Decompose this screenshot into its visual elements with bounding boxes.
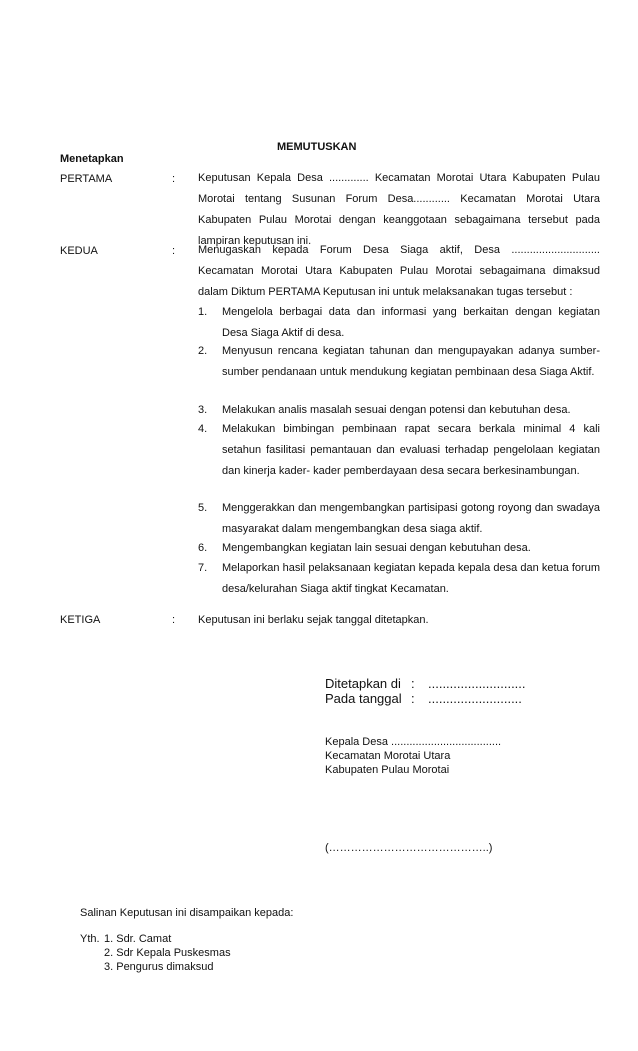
ditetapkan-label: Ditetapkan di bbox=[325, 676, 401, 691]
ketiga-colon: : bbox=[172, 614, 176, 626]
list-item-text: Melakukan bimbingan pembinaan rapat secara berkala minimal 4 kali setahun fasilitasi pemantauan dan evaluasi terhadap pengelolaan kegiatan dan kinerja kader- kader pemberdayaan desa secara berkesinambungan. bbox=[222, 423, 600, 477]
list-item-number: 7. bbox=[198, 562, 208, 574]
ditetapkan-value: ........................... bbox=[428, 676, 526, 691]
office-line-3: Kabupaten Pulau Morotai bbox=[325, 764, 450, 776]
kedua-text: Menugaskan kepada Forum Desa Siaga aktif, Desa ............................. Kecamatan Morotai Utara Kabupaten Pulau Morotai sebagaimana dimaksud dalam Diktum PERTAMA Keputusan ini untuk melaksanakan tugas tersebut : bbox=[198, 244, 600, 298]
ketiga-text: Keputusan ini berlaku sejak tanggal ditetapkan. bbox=[198, 614, 429, 626]
pertama-label: PERTAMA bbox=[60, 173, 113, 185]
list-item-text: Mengelola berbagai data dan informasi yang berkaitan dengan kegiatan Desa Siaga Aktif di desa. bbox=[222, 306, 600, 339]
menetapkan-label: Menetapkan bbox=[60, 153, 124, 165]
list-item-number: 4. bbox=[198, 423, 208, 435]
tanggal-colon: : bbox=[411, 691, 415, 706]
signatory-name-placeholder: (……………………………………..) bbox=[325, 842, 493, 854]
ketiga-label: KETIGA bbox=[60, 614, 101, 626]
list-item-number: 2. bbox=[198, 345, 208, 357]
list-item-text: Melakukan analis masalah sesuai dengan potensi dan kebutuhan desa. bbox=[222, 404, 571, 416]
recipient-item: 3. Pengurus dimaksud bbox=[104, 961, 214, 973]
pertama-colon: : bbox=[172, 173, 176, 185]
yth-label: Yth. bbox=[80, 933, 100, 945]
pertama-text: Keputusan Kepala Desa ............. Kecamatan Morotai Utara Kabupaten Pulau Morotai tentang Susunan Forum Desa............ Kecamatan Morotai Utara Kabupaten Pulau Morotai dengan keanggotaan sebagaimana tersebut pada lampiran keputusan ini. bbox=[198, 172, 600, 247]
list-item-text: Mengembangkan kegiatan lain sesuai dengan kebutuhan desa. bbox=[222, 542, 531, 554]
copy-to-intro: Salinan Keputusan ini disampaikan kepada: bbox=[80, 907, 294, 919]
list-item-number: 3. bbox=[198, 404, 208, 416]
list-item-text: Menyusun rencana kegiatan tahunan dan mengupayakan adanya sumber-sumber pendanaan untuk mendukung kegiatan pembinaan desa Siaga Aktif. bbox=[222, 345, 600, 378]
document-heading: MEMUTUSKAN bbox=[277, 141, 357, 153]
list-item-text: Melaporkan hasil pelaksanaan kegiatan kepada kepala desa dan ketua forum desa/kelurahan Siaga aktif tingkat Kecamatan. bbox=[222, 562, 600, 595]
list-item-number: 5. bbox=[198, 502, 208, 514]
recipient-item: 2. Sdr Kepala Puskesmas bbox=[104, 947, 231, 959]
office-line-1: Kepala Desa .................................... bbox=[325, 736, 502, 748]
kedua-colon: : bbox=[172, 245, 176, 257]
ditetapkan-colon: : bbox=[411, 676, 415, 691]
list-item-text: Menggerakkan dan mengembangkan partisipasi gotong royong dan swadaya masyarakat dalam mengembangkan desa siaga aktif. bbox=[222, 502, 600, 535]
tanggal-label: Pada tanggal bbox=[325, 691, 402, 706]
office-line-2: Kecamatan Morotai Utara bbox=[325, 750, 451, 762]
kedua-label: KEDUA bbox=[60, 245, 98, 257]
tanggal-value: .......................... bbox=[428, 691, 522, 706]
list-item-number: 6. bbox=[198, 542, 208, 554]
recipient-item: 1. Sdr. Camat bbox=[104, 933, 172, 945]
list-item-number: 1. bbox=[198, 306, 208, 318]
